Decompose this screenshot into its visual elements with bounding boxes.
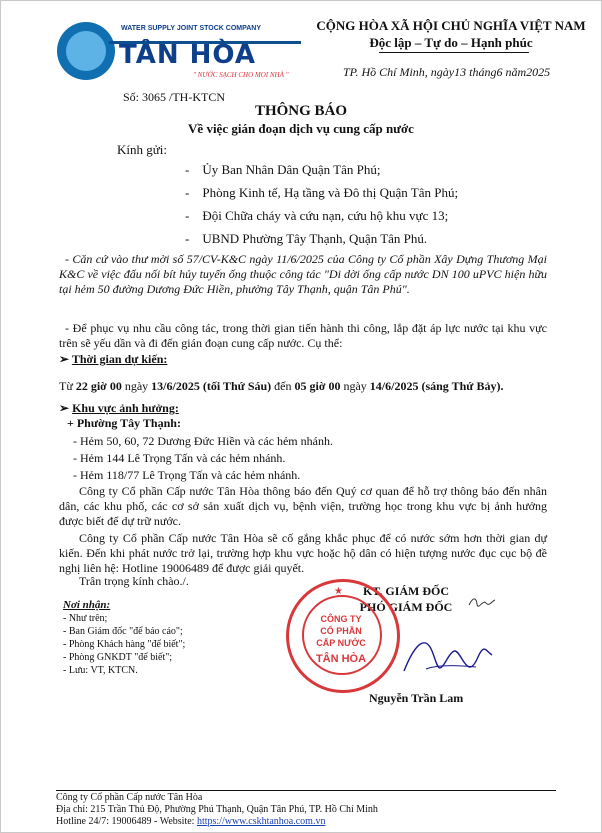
motto-underline: [379, 52, 529, 53]
footer-address: Địa chỉ: 215 Trần Thủ Độ, Phường Phú Thạnh, Quận Tân Phú, TP. Hồ Chí Minh: [56, 804, 378, 815]
area-item: - Hẻm 118/77 Lê Trọng Tấn và các hẻm nhánh.: [73, 468, 301, 482]
closing-line: Trân trọng kính chào./.: [79, 574, 189, 588]
stamp-line: CÔNG TY: [320, 614, 362, 624]
footer-company: Công ty Cổ phần Cấp nước Tân Hòa: [56, 792, 203, 803]
area-item: - Hẻm 144 Lê Trọng Tấn và các hẻm nhánh.: [73, 451, 286, 465]
stamp-line: CỔ PHẦN: [320, 626, 362, 636]
copy-recipient-item: - Phòng GNKDT "để biết";: [63, 652, 173, 663]
footer-contact: Hotline 24/7: 19006489 - Website: https://www.cskhtanhoa.com.vn: [56, 816, 326, 827]
area-heading: ➢ Khu vực ảnh hưởng:: [59, 401, 179, 415]
brand-name: TÂN HÒA: [119, 40, 256, 70]
copy-recipient-item: - Phòng Khách hàng "để biết";: [63, 639, 186, 650]
recipient-item: - Đội Chữa cháy và cứu nạn, cứu hộ khu vực 13;: [185, 208, 449, 223]
handwritten-signature-icon: [396, 631, 496, 681]
area-item: - Hẻm 50, 60, 72 Dương Đức Hiền và các hẻm nhánh.: [73, 434, 333, 448]
recipient-item: - Ủy Ban Nhân Dân Quận Tân Phú;: [185, 162, 381, 177]
copy-recipients-label: Nơi nhận:: [63, 599, 111, 611]
signatory-name: Nguyễn Trần Lam: [369, 691, 464, 705]
ward-name: + Phường Tây Thạnh:: [67, 416, 181, 430]
company-logo-icon: [57, 22, 115, 80]
signature-title-2: PHÓ GIÁM ĐỐC: [359, 600, 453, 614]
recipient-item: - UBND Phường Tây Thạnh, Quận Tân Phú.: [185, 231, 428, 246]
company-seal-icon: ★: [286, 579, 400, 693]
copy-recipient-item: - Lưu: VT, KTCN.: [63, 665, 138, 676]
notice-subject: Về việc gián đoạn dịch vụ cung cấp nước: [188, 121, 414, 136]
time-heading: ➢ Thời gian dự kiến:: [59, 352, 168, 366]
initials-signature-icon: [467, 595, 497, 609]
website-link[interactable]: https://www.cskhtanhoa.com.vn: [196, 816, 326, 827]
footer-divider: [56, 790, 556, 791]
recipients-label: Kính gửi:: [117, 142, 168, 157]
company-slogan: " NƯỚC SẠCH CHO MỌI NHÀ ": [193, 71, 289, 79]
paragraph-basis: - Căn cứ vào thư mời số 57/CV-K&C ngày 11/6/2025 của Công ty Cổ phần Xây Dựng Thương Mại K&C về việc đấu nối bít hủy tuyến ống thuộc công tác "Di dời ống cấp nước DN 100 uPVC hiện hữu tại hẻm 50 đường Dương Đức Hiền, phường Tây Thạnh, quận Tân Phú".: [59, 252, 547, 296]
stamp-line: CẤP NƯỚC: [316, 638, 366, 648]
document-number: Số: 3065 /TH-KTCN: [123, 90, 225, 104]
signature-title-1: KT. GIÁM ĐỐC: [362, 584, 450, 598]
paragraph-purpose: - Để phục vụ nhu cầu công tác, trong thời gian tiến hành thi công, lắp đặt áp lực nước tại khu vực trên sẽ yếu dần và đi đến gián đoạn cung cấp nước. Cụ thể:: [59, 321, 547, 350]
recipient-item: - Phòng Kinh tế, Hạ tầng và Đô thị Quận Tân Phú;: [185, 185, 459, 200]
date-line: TP. Hồ Chí Minh, ngày13 tháng6 năm2025: [343, 65, 551, 79]
paragraph-notify: Công ty Cổ phần Cấp nước Tân Hòa thông báo đến Quý cơ quan để hỗ trợ thông báo đến nhân dân, các khu phố, các cơ sở sản xuất dịch vụ, bệnh viện, trường học trong khu vực bị ảnh hưởng được biết để dự trữ nước.: [59, 484, 547, 528]
stamp-line: TÂN HÒA: [315, 653, 367, 665]
paragraph-commitment: Công ty Cổ phần Cấp nước Tân Hòa sẽ cố gắng khắc phục để có nước sớm hơn thời gian dự kiến. Đến khi phát nước trở lại, trường hợp khu vực hoặc hộ dân có hiện tượng nước đục cục bộ đề nghị liên hệ: Hotline 19006489 để được giải quyết.: [59, 531, 547, 575]
republic-motto: Độc lập – Tự do – Hạnh phúc: [369, 35, 533, 50]
republic-title: CỘNG HÒA XÃ HỘI CHỦ NGHĨA VIỆT NAM: [316, 18, 586, 33]
notice-title: THÔNG BÁO: [254, 103, 348, 119]
time-range: Từ 22 giờ 00 ngày 13/6/2025 (tối Thứ Sáu) đến 05 giờ 00 ngày 14/6/2025 (sáng Thứ Bảy).: [59, 379, 504, 393]
copy-recipient-item: - Như trên;: [63, 613, 108, 624]
company-tagline: WATER SUPPLY JOINT STOCK COMPANY: [121, 25, 262, 32]
copy-recipient-item: - Ban Giám đốc "để báo cáo";: [63, 626, 183, 637]
